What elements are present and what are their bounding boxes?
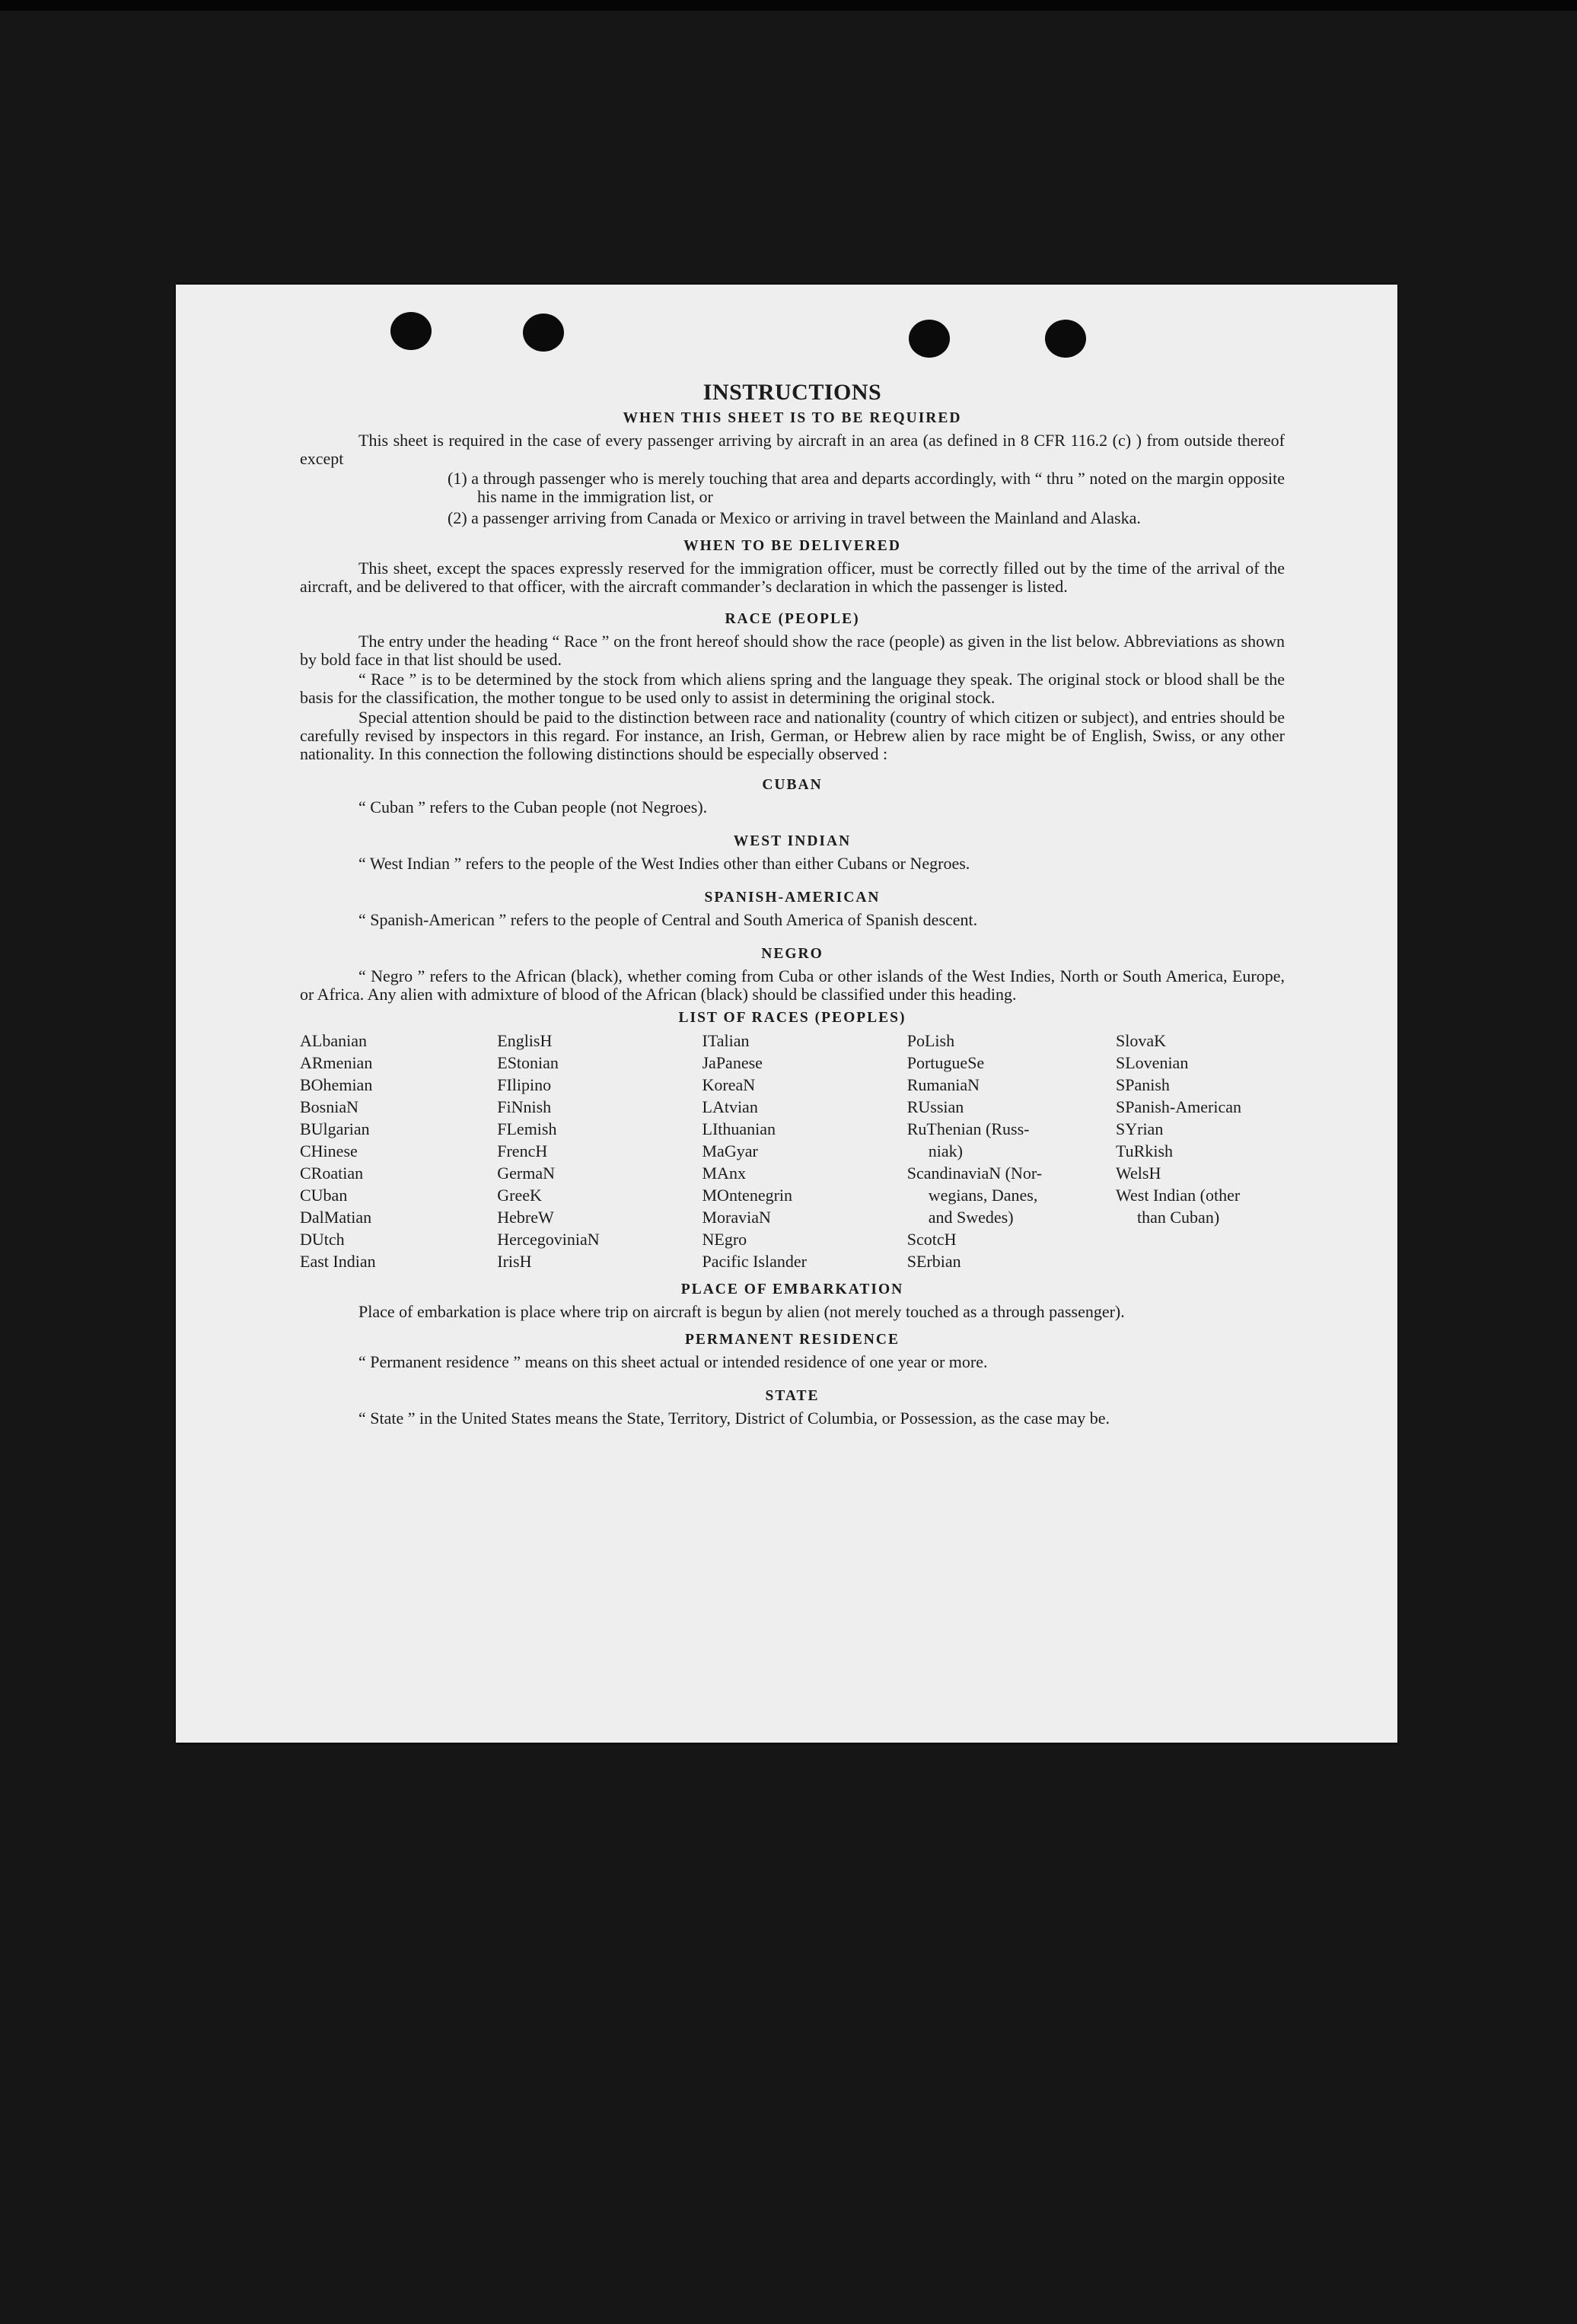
race-item: West Indian (other	[1116, 1186, 1241, 1205]
punch-hole	[390, 312, 432, 350]
race-item: DalMatian	[300, 1208, 372, 1227]
document-title: INSTRUCTIONS	[702, 380, 882, 405]
race-item: PoLish	[906, 1031, 955, 1050]
paragraph: Place of embarkation is place where trip on aircraft is begun by alien (not merely touched as a through passenger).	[358, 1302, 1125, 1321]
race-item: HercegoviniaN	[497, 1230, 600, 1249]
race-item: ARmenian	[300, 1053, 373, 1072]
paragraph: “ Race ” is to be determined by the stock from which aliens spring and the language they speak. The original stock or blood shall be the basis for the classification, the mother tongue to be used only to assist in determining the original stock.	[300, 670, 1285, 707]
paragraph: “ Permanent residence ” means on this sheet actual or intended residence of one year or more.	[358, 1352, 988, 1371]
race-item: RumaniaN	[906, 1075, 980, 1094]
section-heading: CUBAN	[762, 777, 823, 793]
section-heading: PLACE OF EMBARKATION	[680, 1281, 904, 1297]
section-heading: SPANISH-AMERICAN	[704, 890, 881, 906]
race-item: PortugueSe	[906, 1053, 985, 1072]
race-item: KoreaN	[702, 1075, 756, 1094]
race-item: CHinese	[300, 1141, 358, 1160]
race-item: NEgro	[702, 1230, 747, 1249]
race-column	[497, 1030, 699, 1272]
race-column	[1116, 1030, 1285, 1272]
section-heading: WHEN THIS SHEET IS TO BE REQUIRED	[623, 410, 962, 426]
list-item: (2) a passenger arriving from Canada or Mexico or arriving in travel between the Mainland and Alaska.	[448, 508, 1141, 527]
race-item: GreeK	[497, 1186, 542, 1205]
race-item: FrencH	[497, 1141, 548, 1160]
race-item: CRoatian	[300, 1164, 364, 1183]
race-column	[907, 1030, 1113, 1272]
race-item: MoraviaN	[702, 1208, 771, 1227]
paragraph: “ Cuban ” refers to the Cuban people (not Negroes).	[358, 797, 708, 817]
paragraph: “ Negro ” refers to the African (black), whether coming from Cuba or other islands of the West Indies, North or South America, Europe, or Africa. Any alien with admixture of blood of the African (black) should be classified under this heading.	[300, 966, 1285, 1004]
section-heading: NEGRO	[761, 946, 824, 962]
paragraph: “ West Indian ” refers to the people of the West Indies other than either Cubans or Negroes.	[358, 854, 970, 873]
race-item: than Cuban)	[1137, 1208, 1220, 1227]
race-item: SPanish	[1116, 1075, 1170, 1094]
race-column	[702, 1030, 904, 1272]
punch-hole	[523, 314, 564, 352]
race-item: CUban	[300, 1186, 348, 1205]
race-item: BOhemian	[300, 1075, 373, 1094]
race-item: TuRkish	[1116, 1141, 1174, 1160]
race-item: RuThenian (Russ-	[906, 1119, 1030, 1138]
race-item: SPanish-American	[1116, 1097, 1241, 1116]
race-item: IrisH	[497, 1252, 532, 1271]
race-item: MOntenegrin	[702, 1186, 793, 1205]
punch-hole	[909, 320, 950, 358]
race-item: ALbanian	[300, 1031, 367, 1050]
race-item: Pacific Islander	[702, 1252, 807, 1271]
race-item: MAnx	[702, 1164, 746, 1183]
race-item: wegians, Danes,	[928, 1186, 1038, 1205]
race-column	[300, 1030, 494, 1272]
race-item: LAtvian	[702, 1097, 758, 1116]
paragraph: Special attention should be paid to the distinction between race and nationality (country of which citizen or subject), and entries should be carefully revised by inspectors in this regard. For instance, an Irish, German, or Hebrew alien by race might be of English, Swiss, or any other nationality. In this connection the following distinctions should be especially observed :	[300, 708, 1285, 763]
race-item: GermaN	[497, 1164, 555, 1183]
paragraph: This sheet, except the spaces expressly reserved for the immigration officer, must be correctly filled out by the time of the arrival of the aircraft, and be delivered to that officer, with the aircraft commander’s declaration in which the passenger is listed.	[300, 559, 1285, 596]
race-item: SErbian	[906, 1252, 961, 1271]
race-item: niak)	[928, 1141, 963, 1160]
race-item: ScandinaviaN (Nor-	[906, 1164, 1043, 1183]
document-body	[300, 380, 1285, 1428]
race-item: BUlgarian	[300, 1119, 370, 1138]
paragraph: This sheet is required in the case of every passenger arriving by aircraft in an area (as defined in 8 CFR 116.2 (c) ) from outside thereof except	[300, 431, 1285, 468]
race-item: ITalian	[702, 1031, 750, 1050]
instruction-sheet	[176, 285, 1397, 1743]
list-item: (1) a through passenger who is merely touching that area and departs accordingly, with “ thru ” noted on the margin opposite his name in the immigration list, or	[448, 469, 1285, 506]
race-item: LIthuanian	[702, 1119, 776, 1138]
race-item: SYrian	[1116, 1119, 1164, 1138]
race-item: RUssian	[906, 1097, 964, 1116]
race-item: HebreW	[497, 1208, 554, 1227]
section-heading: STATE	[765, 1388, 820, 1404]
section-heading: RACE (PEOPLE)	[725, 611, 860, 627]
race-list	[300, 1030, 1285, 1272]
race-item: EStonian	[497, 1053, 559, 1072]
race-item: ScotcH	[906, 1230, 957, 1249]
race-item: MaGyar	[702, 1141, 758, 1160]
race-item: DUtch	[300, 1230, 345, 1249]
section-heading: WEST INDIAN	[733, 833, 852, 849]
section-heading: PERMANENT RESIDENCE	[685, 1332, 900, 1348]
race-item: FLemish	[497, 1119, 557, 1138]
paragraph: “ State ” in the United States means the State, Territory, District of Columbia, or Possession, as the case may be.	[358, 1409, 1110, 1428]
race-item: SlovaK	[1116, 1031, 1166, 1050]
race-item: BosniaN	[300, 1097, 358, 1116]
race-item: FiNnish	[497, 1097, 552, 1116]
paragraph: “ Spanish-American ” refers to the people of Central and South America of Spanish descent.	[358, 910, 978, 929]
section-heading: WHEN TO BE DELIVERED	[683, 538, 901, 554]
race-item: JaPanese	[702, 1053, 763, 1072]
race-item: EnglisH	[497, 1031, 553, 1050]
race-item: WelsH	[1116, 1164, 1161, 1183]
punch-hole	[1045, 320, 1086, 358]
film-edge	[0, 0, 1577, 11]
race-item: FIlipino	[497, 1075, 552, 1094]
race-item: and Swedes)	[928, 1208, 1014, 1227]
race-item: SLovenian	[1116, 1053, 1189, 1072]
paragraph: The entry under the heading “ Race ” on the front hereof should show the race (people) as given in the list below. Abbreviations as shown by bold face in that list should be used.	[300, 632, 1285, 669]
section-heading: LIST OF RACES (PEOPLES)	[678, 1010, 906, 1026]
race-item: East Indian	[300, 1252, 376, 1271]
